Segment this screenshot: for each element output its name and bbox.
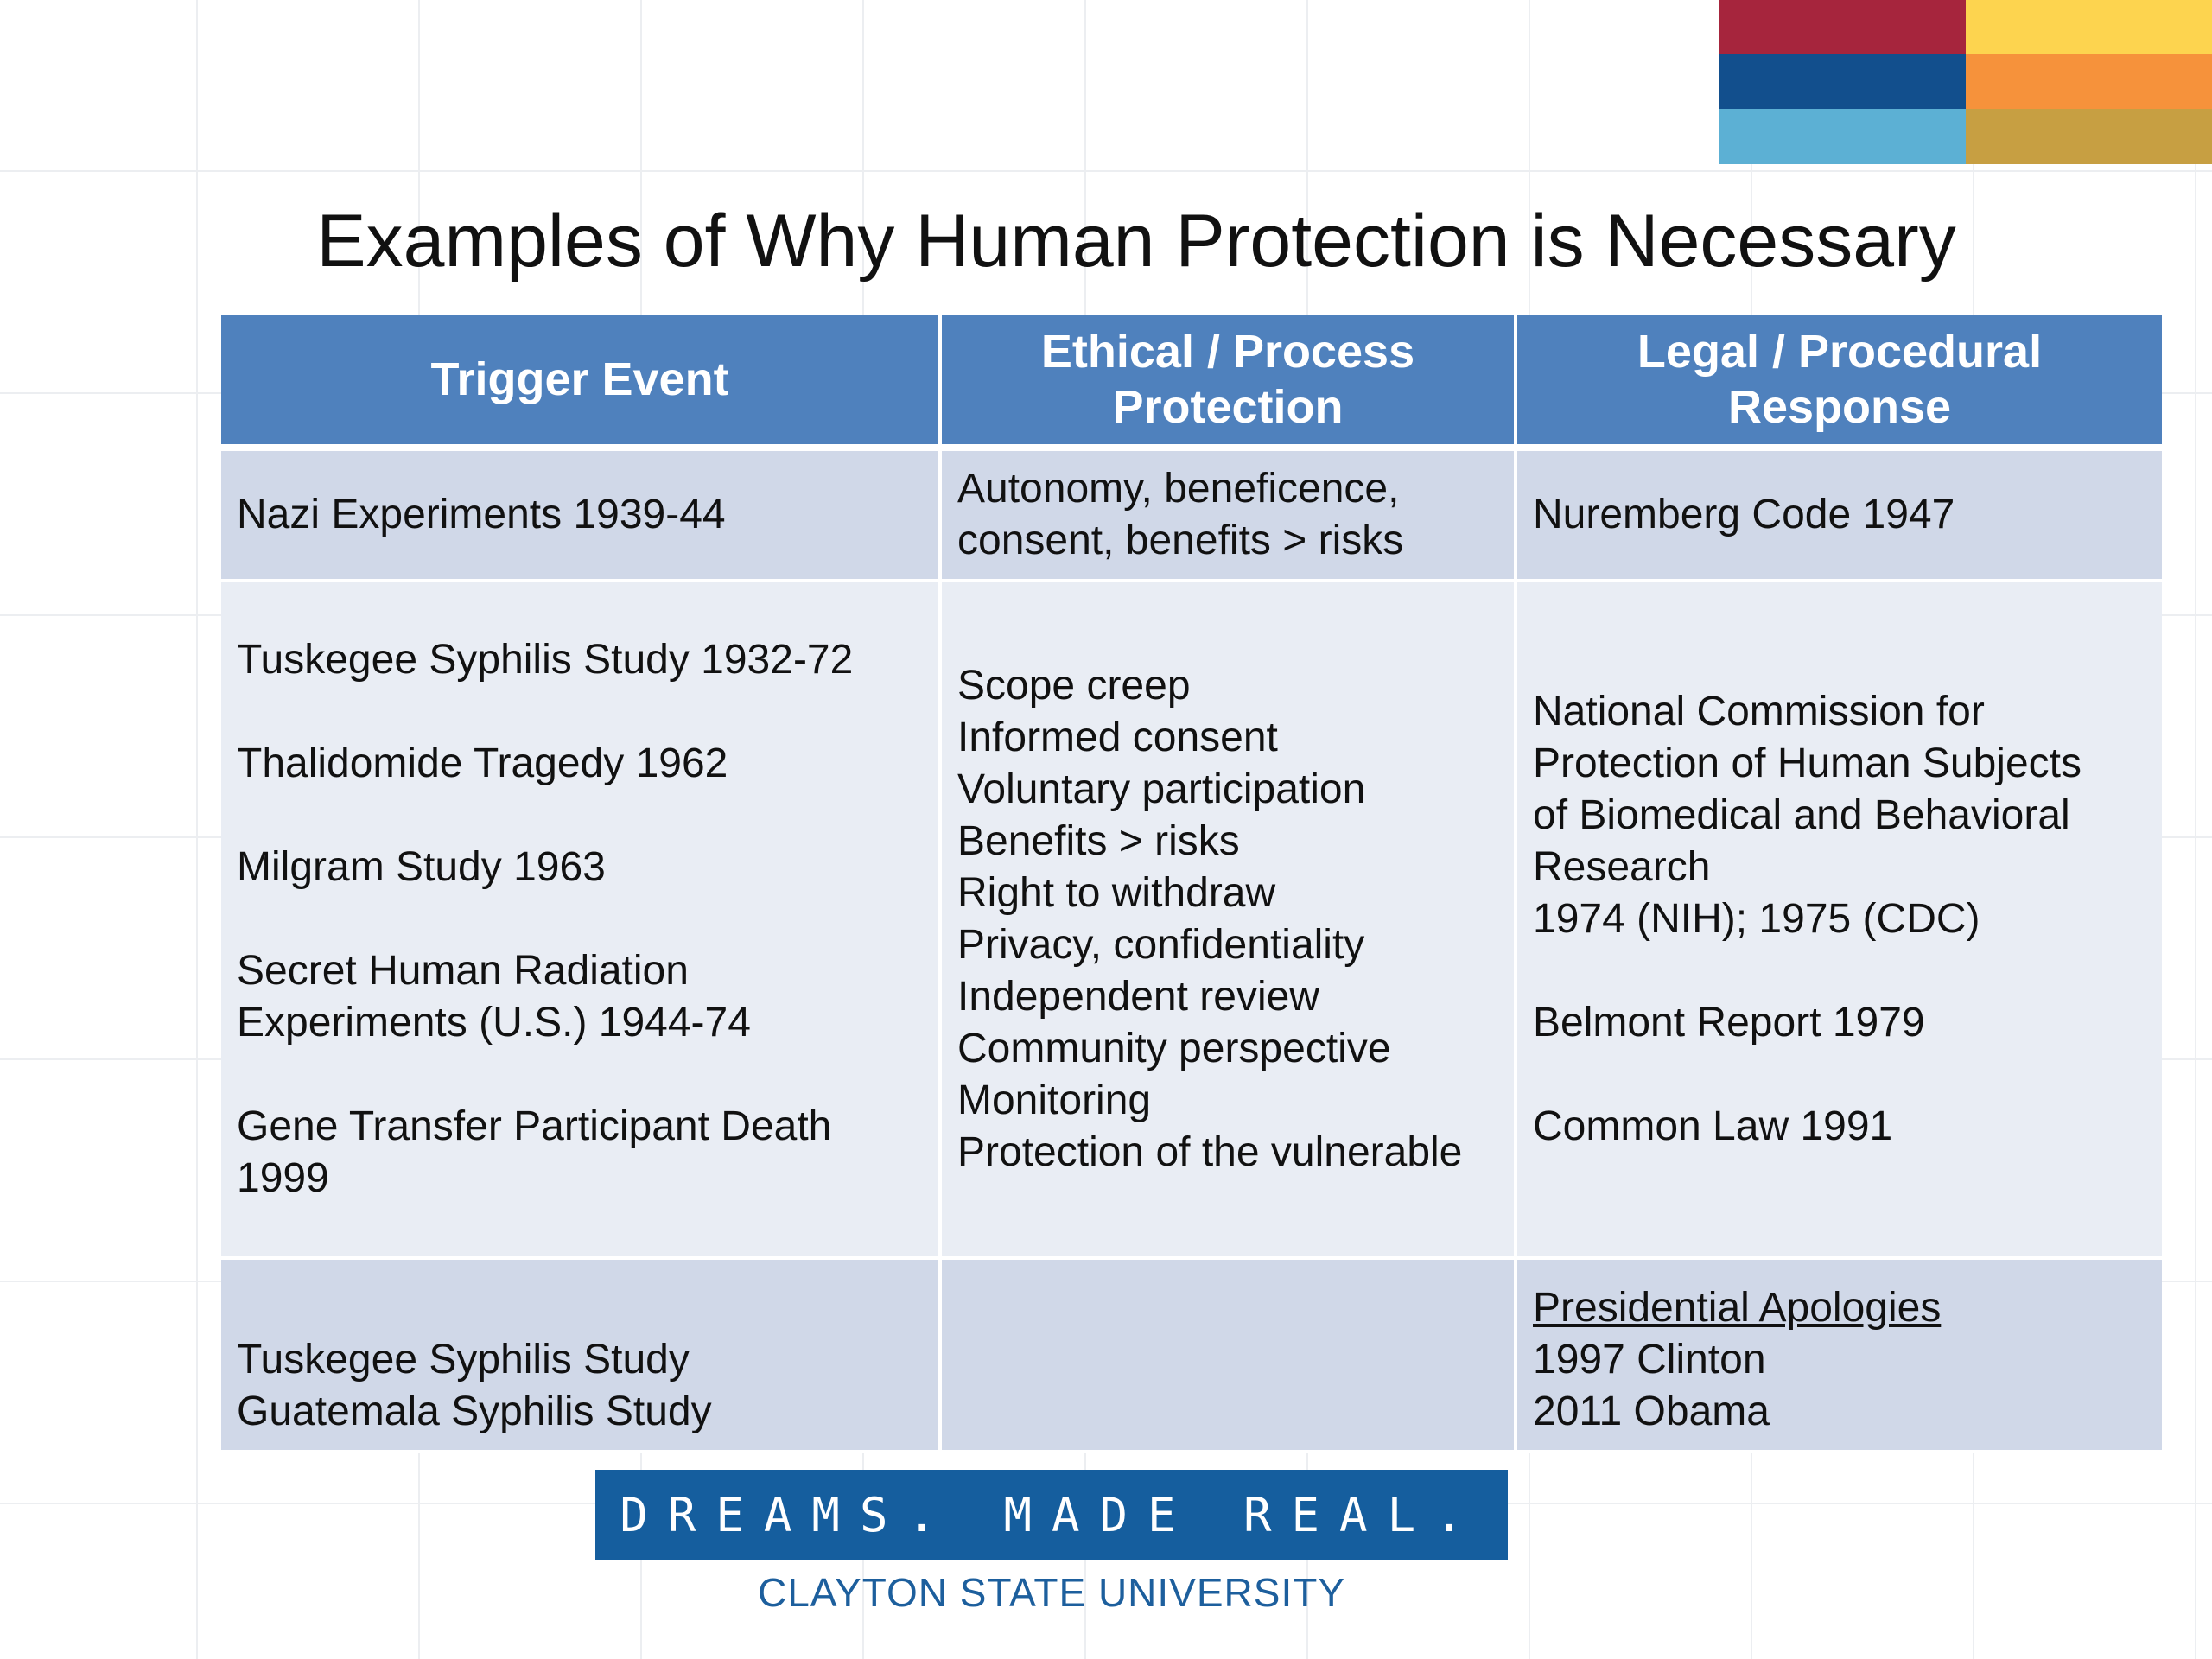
- slide-title: Examples of Why Human Protection is Necessary: [316, 200, 1956, 283]
- row2-trigger-gene-line2: 1999: [237, 1155, 329, 1201]
- row3-trigger-cell: [221, 1258, 940, 1452]
- table-row: [221, 448, 2162, 581]
- row2-legal-commission-line4: Research: [1533, 844, 1711, 890]
- row2-legal-commission-years: 1974 (NIH); 1975 (CDC): [1533, 896, 1980, 942]
- protection-table-container: [221, 315, 2162, 1453]
- row2-ethics-item: Informed consent: [957, 715, 1278, 760]
- row2-ethics-item: Scope creep: [957, 663, 1191, 709]
- header-legal-procedural: [1516, 315, 2162, 448]
- protection-table: [221, 315, 2162, 1453]
- header-ethical-process: [940, 315, 1516, 448]
- row2-trigger-gene-line1: Gene Transfer Participant Death: [237, 1103, 832, 1149]
- row1-legal: Nuremberg Code 1947: [1533, 492, 1955, 537]
- row2-legal-belmont: Belmont Report 1979: [1533, 1000, 1925, 1046]
- table-row: [221, 581, 2162, 1258]
- row3-ethics-cell: [940, 1258, 1516, 1452]
- header-ethical-line1: Ethical / Process: [1040, 326, 1415, 378]
- row1-legal-cell: [1516, 448, 2162, 581]
- corner-block-gold: [1966, 109, 2212, 164]
- row3-trigger-tuskegee: Tuskegee Syphilis Study: [237, 1337, 690, 1382]
- row2-ethics-cell: [940, 581, 1516, 1258]
- header-trigger-event-label: Trigger Event: [430, 353, 729, 405]
- corner-block-orange: [1966, 54, 2212, 109]
- corner-block-yellow: [1966, 0, 2212, 54]
- row2-trigger-tuskegee: Tuskegee Syphilis Study 1932-72: [237, 637, 854, 683]
- corner-block-red: [1719, 0, 1966, 54]
- row2-ethics-item: Community perspective: [957, 1026, 1391, 1071]
- corner-block-navy: [1719, 54, 1966, 109]
- row3-legal-heading: Presidential Apologies: [1533, 1285, 1942, 1331]
- row2-ethics-item: Benefits > risks: [957, 818, 1240, 864]
- header-trigger-event: [221, 315, 940, 448]
- row2-ethics-item: Voluntary participation: [957, 766, 1366, 812]
- row3-legal-clinton: 1997 Clinton: [1533, 1337, 1766, 1382]
- row2-legal-common-law: Common Law 1991: [1533, 1103, 1893, 1149]
- footer-slogan-banner: [595, 1470, 1508, 1560]
- row2-ethics-item: Independent review: [957, 974, 1319, 1020]
- table-row: [221, 1258, 2162, 1452]
- row1-ethics-cell: [940, 448, 1516, 581]
- row1-ethics-line2: consent, benefits > risks: [957, 518, 1404, 563]
- row3-trigger-guatemala: Guatemala Syphilis Study: [237, 1389, 712, 1434]
- corner-block-sky: [1719, 109, 1966, 164]
- row2-ethics-item: Protection of the vulnerable: [957, 1129, 1463, 1175]
- table-header-row: [221, 315, 2162, 448]
- corner-color-blocks: [1719, 0, 2212, 164]
- row1-trigger: Nazi Experiments 1939-44: [237, 492, 726, 537]
- row2-trigger-radiation-line1: Secret Human Radiation: [237, 948, 689, 994]
- row2-trigger-thalidomide: Thalidomide Tragedy 1962: [237, 741, 728, 786]
- row1-trigger-cell: [221, 448, 940, 581]
- row2-ethics-item: Right to withdraw: [957, 870, 1276, 916]
- row1-ethics-line1: Autonomy, beneficence,: [957, 466, 1400, 512]
- row2-legal-commission-line2: Protection of Human Subjects: [1533, 741, 2082, 786]
- row2-trigger-radiation-line2: Experiments (U.S.) 1944-74: [237, 1000, 751, 1046]
- footer-university-name: CLAYTON STATE UNIVERSITY: [757, 1570, 1346, 1615]
- row2-legal-commission-line3: of Biomedical and Behavioral: [1533, 792, 2070, 838]
- header-legal-line2: Response: [1727, 381, 1952, 433]
- row2-ethics-item: Privacy, confidentiality: [957, 922, 1365, 968]
- header-ethical-line2: Protection: [1112, 381, 1344, 433]
- row2-legal-cell: [1516, 581, 2162, 1258]
- row2-legal-commission-line1: National Commission for: [1533, 689, 1985, 734]
- row2-ethics-item: Monitoring: [957, 1077, 1152, 1123]
- footer-slogan: DREAMS. MADE REAL.: [620, 1487, 1484, 1542]
- row2-trigger-milgram: Milgram Study 1963: [237, 844, 606, 890]
- header-legal-line1: Legal / Procedural: [1637, 326, 2043, 378]
- row3-legal-cell: [1516, 1258, 2162, 1452]
- row2-trigger-cell: [221, 581, 940, 1258]
- row3-legal-obama: 2011 Obama: [1533, 1389, 1770, 1434]
